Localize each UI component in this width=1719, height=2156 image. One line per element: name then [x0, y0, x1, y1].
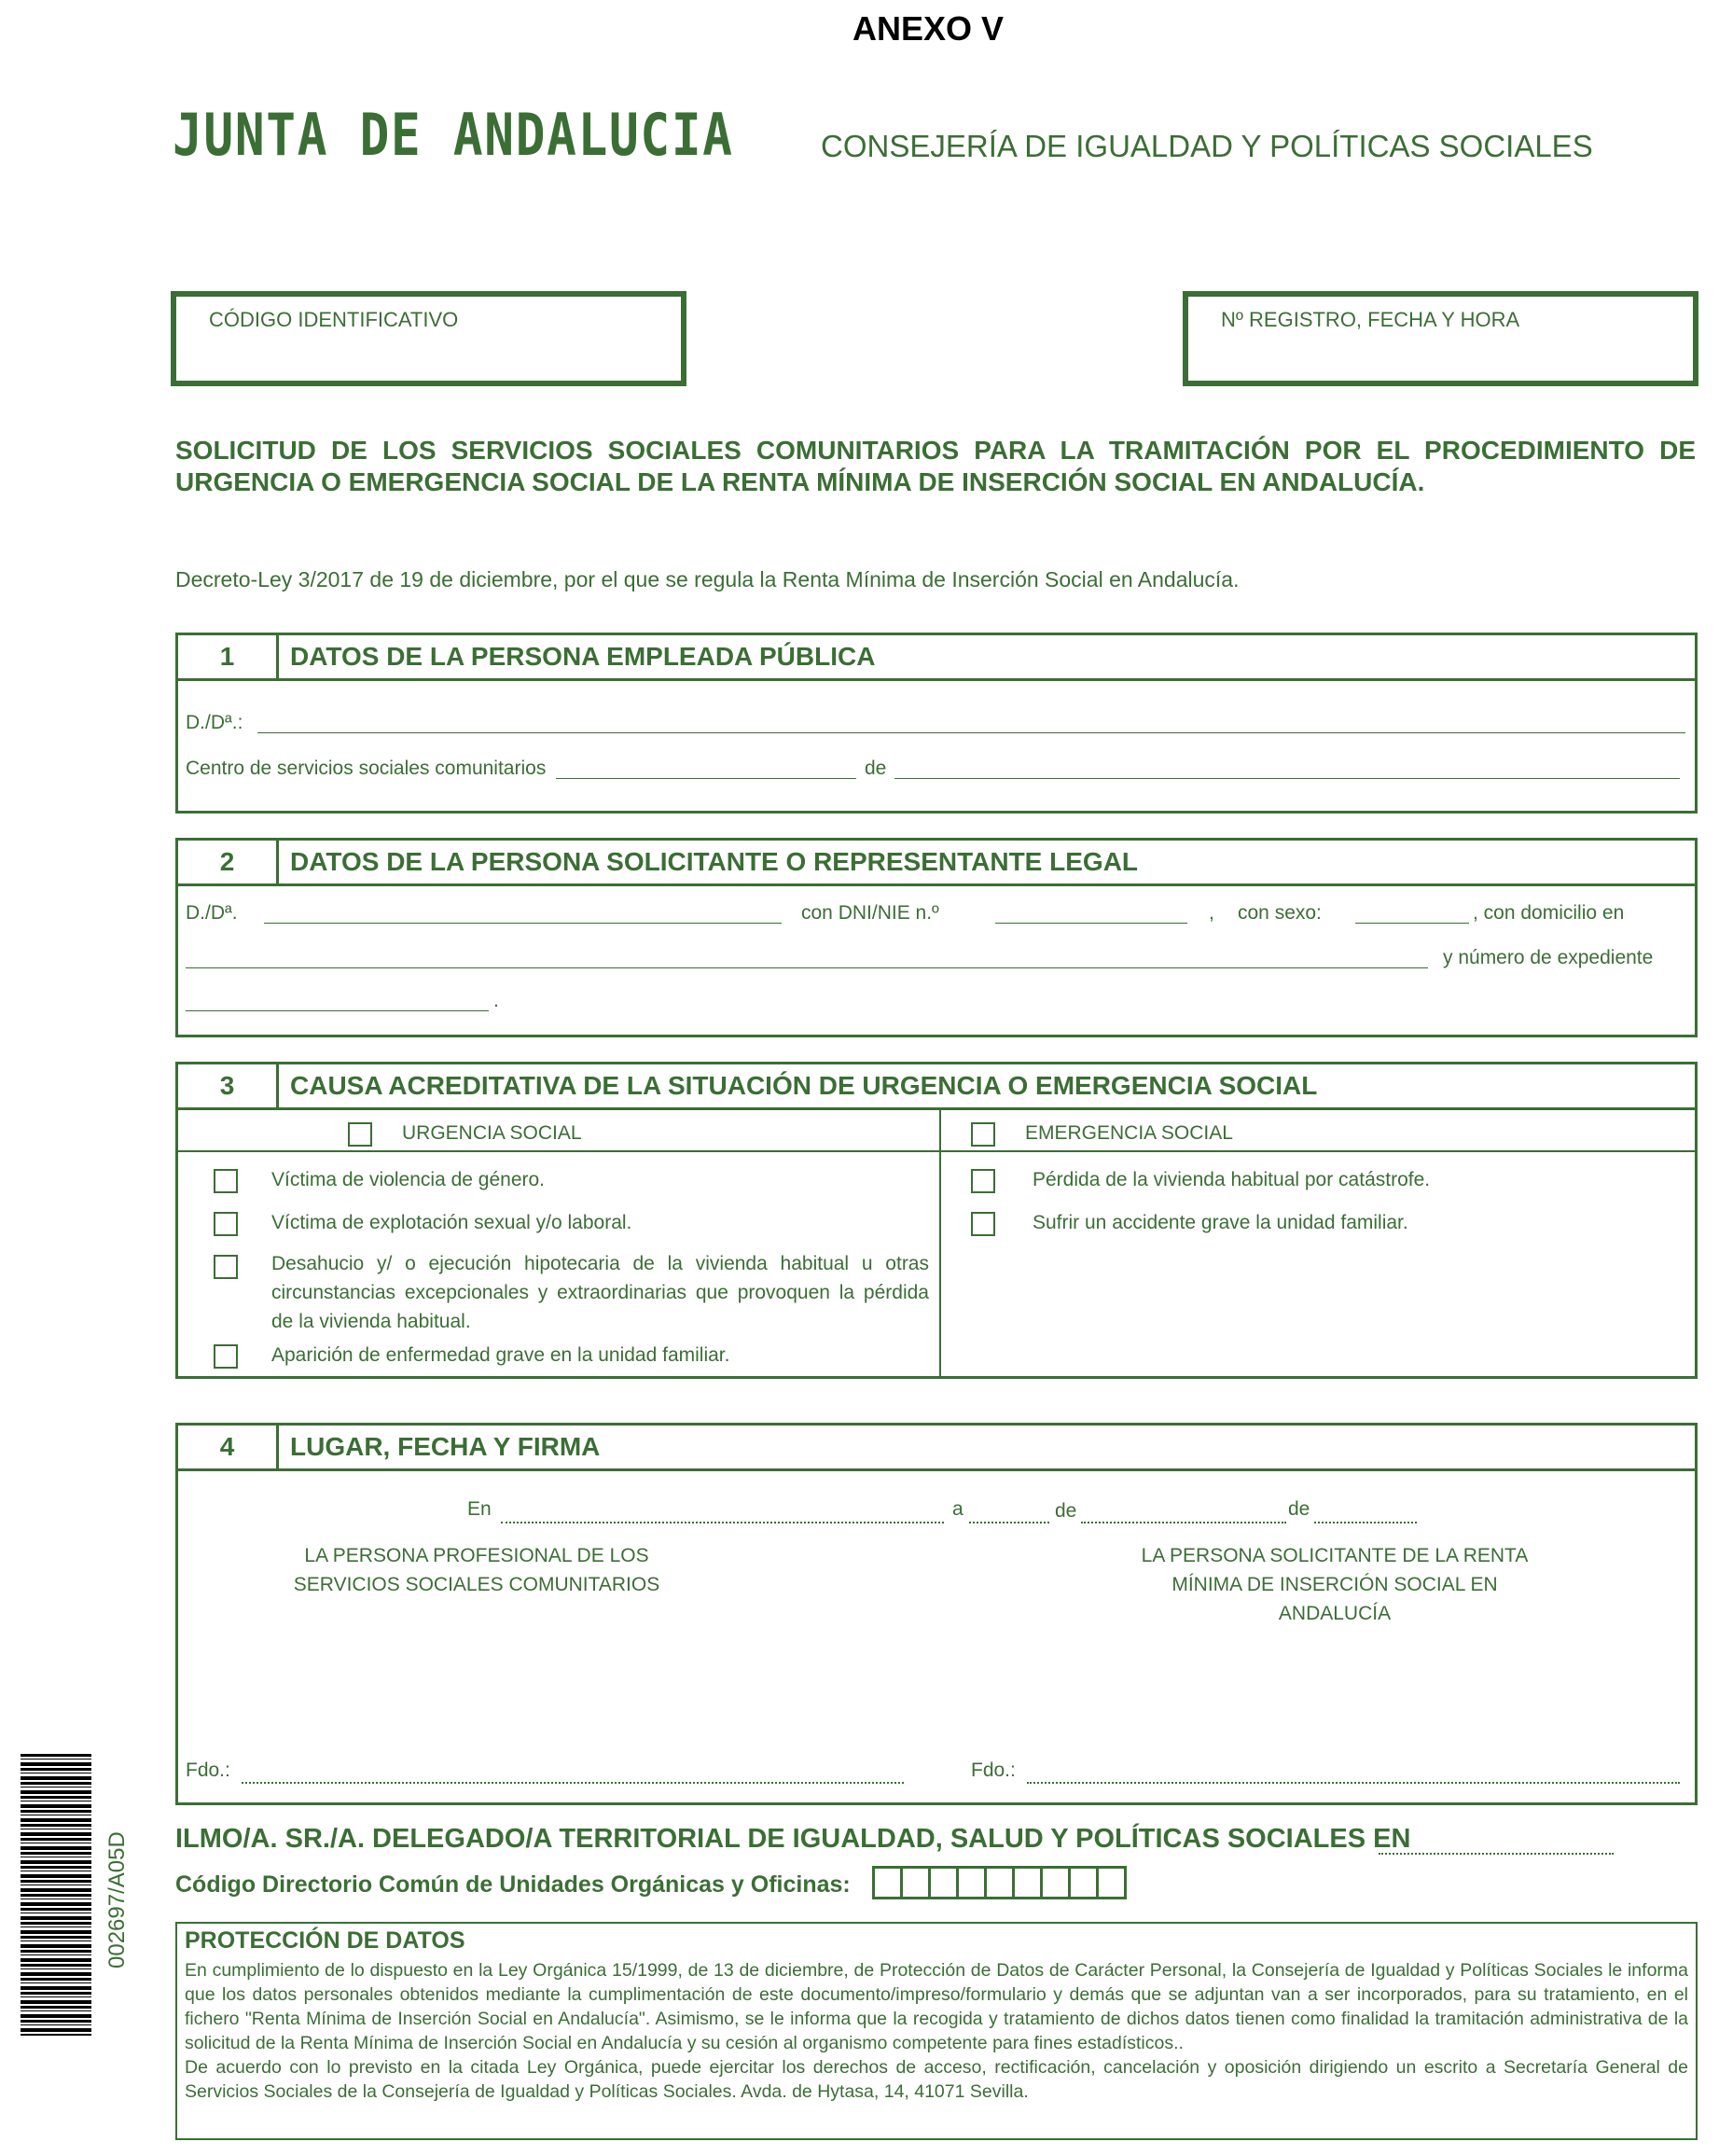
- code-box-cell[interactable]: [928, 1866, 959, 1899]
- applicant-name-label: D./Dª.: [186, 902, 238, 924]
- center-label: Centro de servicios sociales comunitarios: [186, 758, 547, 779]
- code-box-cell[interactable]: [1012, 1866, 1043, 1899]
- section-3-number: 3: [178, 1064, 279, 1107]
- applicant-signature-field[interactable]: [1027, 1782, 1680, 1784]
- applicant-fdo-label: Fdo.:: [971, 1760, 1016, 1781]
- section-1-header: [178, 635, 1695, 681]
- section-2: [175, 838, 1698, 1037]
- section-3-title: CAUSA ACREDITATIVA DE LA SITUACIÓN DE URGENCIA O EMERGENCIA SOCIAL: [290, 1071, 1318, 1100]
- serious-illness-checkbox[interactable]: [214, 1344, 238, 1369]
- section-2-number: 2: [178, 841, 279, 883]
- section-3: [175, 1062, 1698, 1379]
- directory-code-label: Código Directorio Común de Unidades Orgánicas y Oficinas:: [175, 1871, 851, 1898]
- privacy-paragraph-1: En cumplimiento de lo dispuesto en la Ley Orgánica 15/1999, de 13 de diciembre, de Protección de Datos de Carácter Personal, la Consejería de Igualdad y Políticas Sociales le informa que los datos personales obtenidos mediante la cumplimentación de este documento/impreso/formulario y demás que se adjuntan van a ser incorporados, para su tratamiento, en el fichero "Renta Mínima de Inserción Social en Andalucía". Asimismo, se le informa que la recogida y tratamiento de dichos datos tienen como finalidad la tramitación administrativa de la solicitud de la Renta Mínima de Inserción Social en Andalucía y su cesión al organismo competente para fines estadísticos..: [185, 1960, 1688, 2053]
- code-box-cell[interactable]: [1068, 1866, 1099, 1899]
- gender-violence-label: Víctima de violencia de género.: [271, 1169, 546, 1190]
- domicile-label: , con domicilio en: [1473, 902, 1625, 924]
- accident-label: Sufrir un accidente grave la unidad familiar.: [1033, 1212, 1408, 1233]
- form-code: 002697/A05D: [104, 1831, 130, 1968]
- employee-name-field[interactable]: [257, 732, 1685, 733]
- section-3-column-divider: [939, 1107, 941, 1376]
- privacy-section: [175, 1922, 1698, 2140]
- eviction-checkbox[interactable]: [214, 1255, 238, 1279]
- code-box-cell[interactable]: [872, 1866, 903, 1899]
- section-4: [175, 1423, 1698, 1805]
- day-prefix-label: a: [952, 1498, 963, 1520]
- day-field[interactable]: [969, 1522, 1049, 1523]
- center-of-label: de: [865, 758, 887, 779]
- annex-title: ANEXO V: [852, 9, 1005, 48]
- directory-code-boxes[interactable]: [872, 1866, 1124, 1899]
- urgency-checkbox[interactable]: [348, 1122, 372, 1147]
- code-box-cell[interactable]: [1040, 1866, 1071, 1899]
- exploitation-checkbox[interactable]: [214, 1212, 238, 1236]
- file-number-label: y número de expediente: [1443, 947, 1654, 968]
- dni-field[interactable]: [995, 923, 1187, 924]
- decree-reference: Decreto-Ley 3/2017 de 19 de diciembre, por el que se regula la Renta Mínima de Inserción Social en Andalucía.: [175, 567, 1240, 591]
- section-2-title: DATOS DE LA PERSONA SOLICITANTE O REPRESENTANTE LEGAL: [290, 847, 1139, 876]
- code-box-cell[interactable]: [956, 1866, 987, 1899]
- center-field[interactable]: [556, 778, 856, 779]
- serious-illness-label: Aparición de enfermedad grave en la unidad familiar.: [271, 1344, 730, 1366]
- junta-logo: JUNTA DE ANDALUCIA: [173, 101, 734, 169]
- professional-fdo-label: Fdo.:: [186, 1760, 230, 1781]
- privacy-title: PROTECCIÓN DE DATOS: [185, 1927, 465, 1954]
- dni-label: con DNI/NIE n.º: [801, 902, 939, 924]
- code-box-cell[interactable]: [984, 1866, 1015, 1899]
- urgency-label: URGENCIA SOCIAL: [402, 1122, 582, 1144]
- month-field[interactable]: [1081, 1522, 1286, 1523]
- year-field[interactable]: [1314, 1522, 1417, 1523]
- emergency-checkbox[interactable]: [971, 1122, 995, 1147]
- sex-field[interactable]: [1355, 923, 1469, 924]
- section-1-title: DATOS DE LA PERSONA EMPLEADA PÚBLICA: [290, 642, 876, 671]
- domicile-field[interactable]: [186, 967, 1428, 968]
- catastrophe-checkbox[interactable]: [971, 1169, 995, 1193]
- section-1: [175, 633, 1698, 814]
- code-box-cell[interactable]: [1096, 1866, 1127, 1899]
- addressee-line: ILMO/A. SR./A. DELEGADO/A TERRITORIAL DE IGUALDAD, SALUD Y POLÍTICAS SOCIALES EN: [175, 1824, 1411, 1854]
- applicant-signature-label: LA PERSONA SOLICITANTE DE LA RENTA MÍNIMA DE INSERCIÓN SOCIAL EN ANDALUCÍA: [1141, 1545, 1529, 1624]
- year-prefix-label: de: [1288, 1498, 1310, 1520]
- privacy-paragraph-2: De acuerdo con lo previsto en la citada Ley Orgánica, puede ejercitar los derechos de acceso, rectificación, cancelación y oposición dirigiendo un escrito a Secretaría General de Servicios Sociales de la Consejería de Igualdad y Políticas Sociales. Avda. de Hytasa, 14, 41071 Sevilla.: [185, 2057, 1688, 2102]
- section-1-number: 1: [178, 635, 279, 678]
- sex-label: con sexo:: [1238, 902, 1322, 924]
- province-field[interactable]: [1379, 1853, 1614, 1855]
- catastrophe-label: Pérdida de la vivienda habitual por catástrofe.: [1033, 1169, 1431, 1190]
- form-title: SOLICITUD DE LOS SERVICIOS SOCIALES COMUNITARIOS PARA LA TRAMITACIÓN POR EL PROCEDIMIENTO DE URGENCIA O EMERGENCIA SOCIAL DE LA RENTA MÍNIMA DE INSERCIÓN SOCIAL EN ANDALUCÍA.: [175, 436, 1696, 496]
- registry-box: [1183, 291, 1698, 386]
- professional-signature-label: LA PERSONA PROFESIONAL DE LOS SERVICIOS SOCIALES COMUNITARIOS: [293, 1545, 660, 1595]
- gender-violence-checkbox[interactable]: [214, 1169, 238, 1193]
- section-3-header: [178, 1064, 1695, 1110]
- file-number-field[interactable]: [186, 1010, 489, 1011]
- section-2-header: [178, 841, 1695, 886]
- section-3-subheader-line: [178, 1150, 1695, 1152]
- exploitation-label: Víctima de explotación sexual y/o laboral.: [271, 1212, 632, 1233]
- barcode: [21, 1754, 91, 2036]
- applicant-name-field[interactable]: [264, 923, 782, 924]
- professional-signature-field[interactable]: [242, 1782, 904, 1784]
- center-location-field[interactable]: [894, 778, 1680, 779]
- code-box-cell[interactable]: [900, 1866, 931, 1899]
- month-prefix-label: de: [1055, 1500, 1077, 1522]
- employee-name-label: D./Dª.:: [186, 712, 243, 733]
- section-4-title: LUGAR, FECHA Y FIRMA: [290, 1432, 601, 1461]
- code-box: [171, 291, 686, 386]
- place-field[interactable]: [501, 1522, 944, 1523]
- department-name: CONSEJERÍA DE IGUALDAD Y POLÍTICAS SOCIALES: [821, 129, 1593, 163]
- place-label: En: [467, 1498, 492, 1520]
- eviction-label: Desahucio y/ o ejecución hipotecaria de la vivienda habitual u otras circunstancias excepcionales y extraordinarias que provoquen la pérdida de la vivienda habitual.: [271, 1253, 929, 1332]
- dni-comma: ,: [1209, 902, 1214, 924]
- accident-checkbox[interactable]: [971, 1212, 995, 1236]
- code-box-label: CÓDIGO IDENTIFICATIVO: [209, 308, 459, 331]
- emergency-label: EMERGENCIA SOCIAL: [1025, 1122, 1233, 1144]
- file-number-end: .: [493, 990, 499, 1011]
- section-4-number: 4: [178, 1426, 279, 1468]
- section-4-header: [178, 1426, 1695, 1471]
- registry-box-label: Nº REGISTRO, FECHA Y HORA: [1221, 308, 1520, 331]
